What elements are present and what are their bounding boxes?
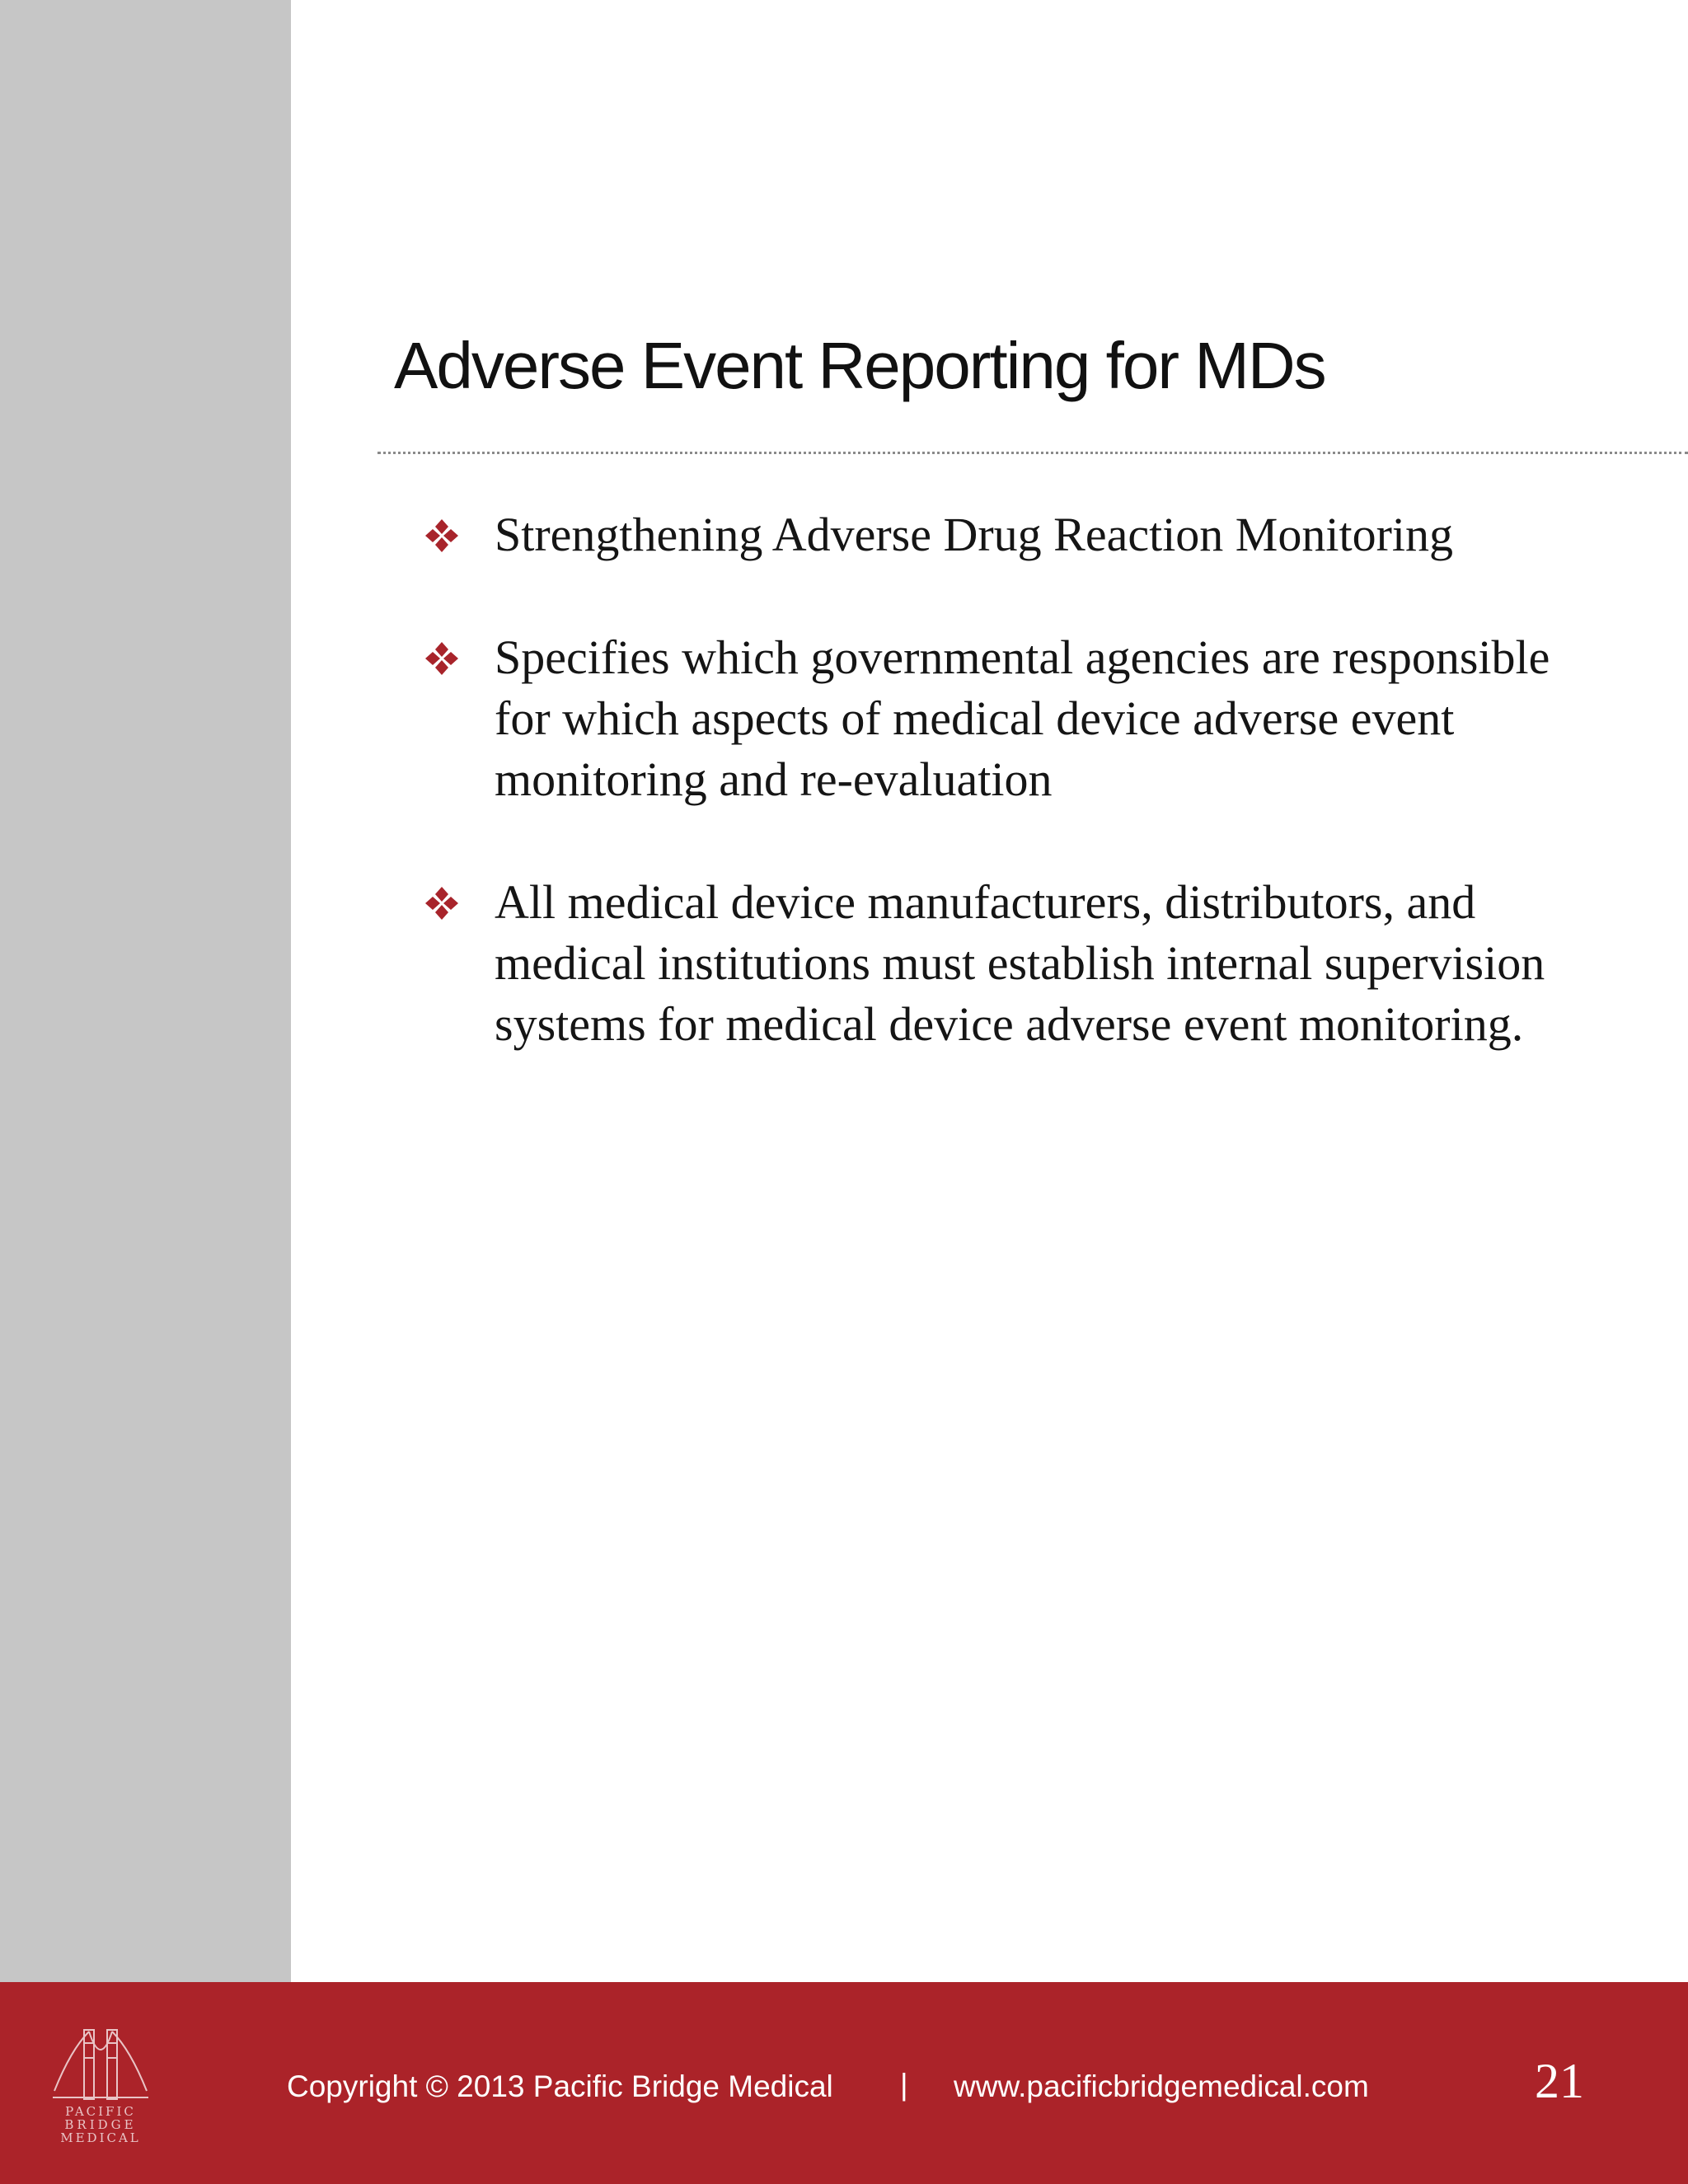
footer-separator: |	[900, 2068, 908, 2102]
dotted-divider	[377, 452, 1688, 454]
bullet-text: Strengthening Adverse Drug Reaction Monitoring	[495, 508, 1454, 561]
page-title: Adverse Event Reporting for MDs	[394, 329, 1325, 402]
website-link[interactable]: www.pacificbridgemedical.com	[954, 2069, 1369, 2103]
bullet-text: Specifies which governmental agencies are responsible for which aspects of medical device adverse event monitoring and re-evaluation	[495, 630, 1550, 806]
four-diamond-bullet-icon	[424, 640, 460, 677]
page-number: 21	[1535, 2054, 1584, 2108]
logo-text-line: PACIFIC	[65, 2104, 136, 2119]
list-item	[420, 872, 1591, 1055]
bullet-list	[420, 504, 1591, 1117]
logo-text-line: MEDICAL	[60, 2130, 141, 2145]
list-item	[420, 504, 1591, 565]
left-sidebar-band	[0, 0, 291, 1982]
bullet-text: All medical device manufacturers, distributors, and medical institutions must establish internal supervision systems for medical device adverse event monitoring.	[495, 875, 1545, 1051]
logo-text-line: BRIDGE	[64, 2117, 137, 2132]
list-item	[420, 627, 1591, 810]
four-diamond-bullet-icon	[424, 518, 460, 554]
four-diamond-bullet-icon	[424, 885, 460, 921]
copyright-text: Copyright © 2013 Pacific Bridge Medical	[287, 2069, 833, 2103]
golden-gate-bridge-icon	[53, 2025, 148, 2149]
footer-bar	[0, 1982, 1688, 2184]
